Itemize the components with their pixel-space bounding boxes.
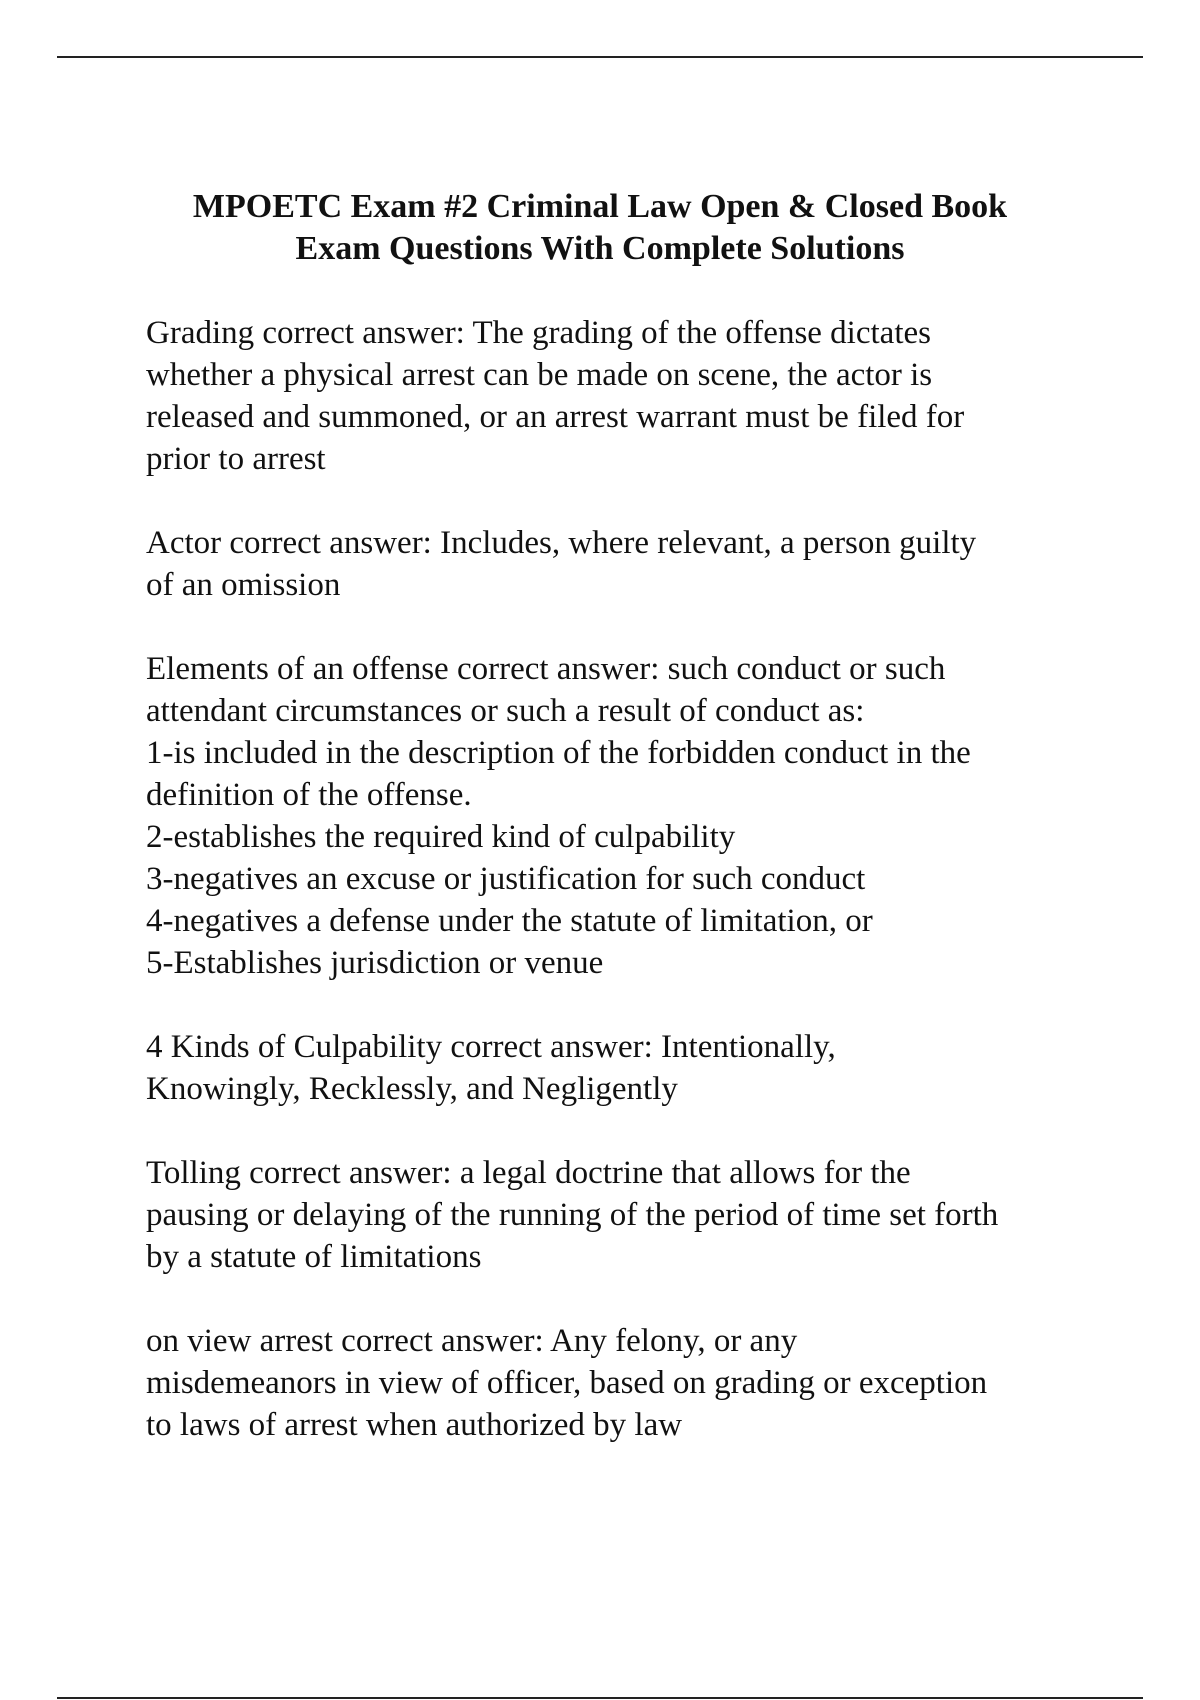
entry-grading: Grading correct answer: The grading of the offense dictates whether a physical arrest can be made on scene, the actor is released and summoned, or an arrest warrant must be filed for prior to arrest: [146, 315, 965, 477]
top-divider: [57, 56, 1143, 58]
entry-actor: Actor correct answer: Includes, where relevant, a person guilty of an omission: [146, 525, 977, 603]
document-body: [146, 312, 1106, 1446]
entry-on-view-arrest: on view arrest correct answer: Any felony, or any misdemeanors in view of officer, based on grading or exception to laws of arrest when authorized by law: [146, 1323, 988, 1443]
bottom-divider: [57, 1697, 1143, 1699]
entry-kinds-of-culpability: 4 Kinds of Culpability correct answer: Intentionally, Knowingly, Recklessly, and Negligently: [146, 1029, 836, 1107]
entry-tolling: Tolling correct answer: a legal doctrine that allows for the pausing or delaying of the running of the period of time set forth by a statute of limitations: [146, 1155, 999, 1275]
entry-elements-of-offense: Elements of an offense correct answer: such conduct or such attendant circumstances or such a result of conduct as: 1-is included in the description of the forbidden conduct in the definition of the offense. 2-establishes the required kind of culpability 3-negatives an excuse or justification for such conduct 4-negatives a defense under the statute of limitation, or 5-Establishes jurisdiction or venue: [146, 651, 971, 981]
document-title: MPOETC Exam #2 Criminal Law Open & Closed Book Exam Questions With Complete Solutions: [192, 188, 1008, 267]
